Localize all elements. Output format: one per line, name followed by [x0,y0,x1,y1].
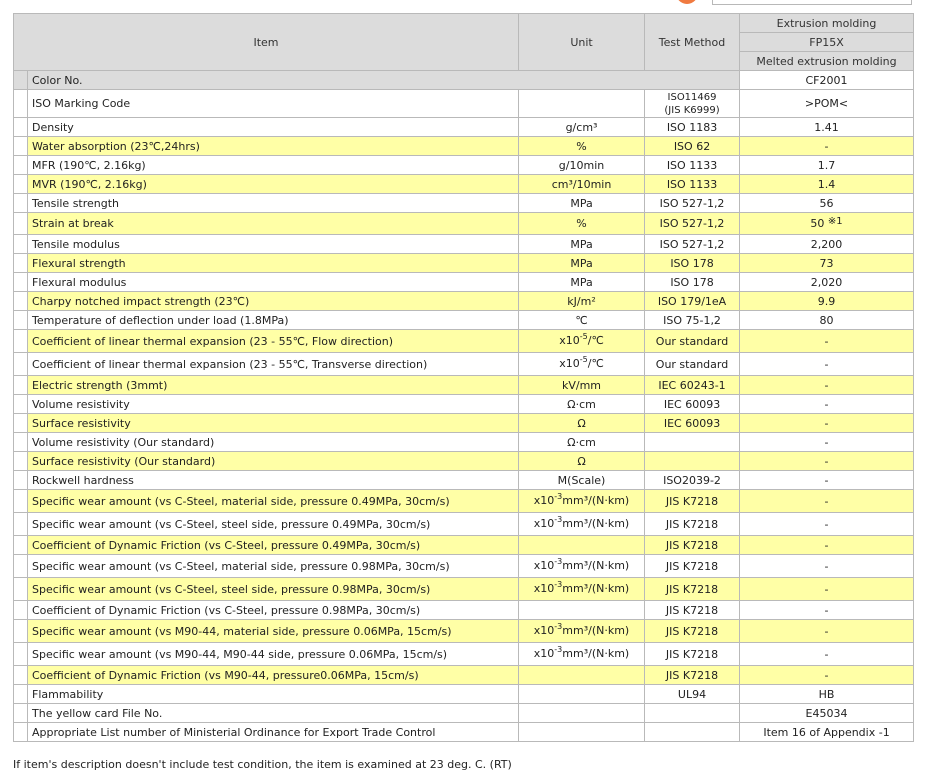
unit-exponent: -3 [554,622,563,631]
unit-suffix: /℃ [587,357,604,370]
row-marker [14,292,28,311]
item-cell: Strain at break [28,213,519,235]
unit-cell [519,685,645,704]
table-row [14,376,914,395]
item-cell: Flexural modulus [28,273,519,292]
item-cell: Volume resistivity [28,395,519,414]
method-cell: Our standard [645,330,740,353]
unit-cell: cm³/10min [519,175,645,194]
table-row [14,213,914,235]
row-marker [14,71,28,90]
table-row [14,685,914,704]
header-row-1 [14,14,914,33]
unit-cell: kJ/m² [519,292,645,311]
table-row [14,620,914,643]
value-cell: - [740,620,914,643]
value-cell: - [740,433,914,452]
table-row [14,704,914,723]
item-cell: Specific wear amount (vs M90-44, M90-44 side, pressure 0.06MPa, 15cm/s) [28,643,519,666]
row-marker [14,414,28,433]
color-value: CF2001 [740,71,914,90]
table-row [14,311,914,330]
row-marker [14,620,28,643]
row-marker [14,490,28,513]
unit-cell: Ω [519,452,645,471]
unit-cell: g/cm³ [519,118,645,137]
row-marker [14,353,28,376]
value-cell: E45034 [740,704,914,723]
table-row [14,433,914,452]
unit-suffix: mm³/(N·km) [562,517,630,530]
row-marker [14,601,28,620]
row-marker [14,723,28,742]
row-marker [14,376,28,395]
item-cell: MFR (190℃, 2.16kg) [28,156,519,175]
table-row [14,235,914,254]
unit-cell [519,643,645,666]
orange-button-icon[interactable] [676,0,698,4]
item-cell: Specific wear amount (vs M90-44, material side, pressure 0.06MPa, 15cm/s) [28,620,519,643]
method-cell: ISO 527-1,2 [645,235,740,254]
footnote-mark: ※1 [827,215,843,227]
value-cell: HB [740,685,914,704]
iso-method-line2: (JIS K6999) [664,104,720,116]
item-cell: Specific wear amount (vs C-Steel, steel side, pressure 0.49MPa, 30cm/s) [28,513,519,536]
table-row [14,156,914,175]
row-marker [14,213,28,235]
table-row [14,254,914,273]
unit-exponent: -3 [554,580,563,589]
unit-cell [519,536,645,555]
value-cell: - [740,376,914,395]
grade-header: FP15X [740,33,914,52]
row-marker [14,666,28,685]
unit-base: x10 [533,647,555,660]
method-cell: ISO 179/1eA [645,292,740,311]
color-label: Color No. [28,71,740,90]
row-marker [14,194,28,213]
item-cell: Coefficient of linear thermal expansion (23 - 55℃, Transverse direction) [28,353,519,376]
value-text: 50 [810,216,825,230]
method-cell: ISO 75-1,2 [645,311,740,330]
item-cell: Surface resistivity [28,414,519,433]
unit-cell [519,723,645,742]
row-marker [14,578,28,601]
method-cell: ISO 1133 [645,156,740,175]
row-marker [14,118,28,137]
value-cell: - [740,555,914,578]
unit-cell: M(Scale) [519,471,645,490]
iso-unit [519,90,645,118]
table-row [14,513,914,536]
value-cell: - [740,353,914,376]
value-cell: - [740,536,914,555]
value-cell: - [740,452,914,471]
table-row [14,471,914,490]
unit-exponent: -5 [579,355,588,364]
unit-cell: ℃ [519,311,645,330]
unit-cell [519,601,645,620]
row-marker [14,395,28,414]
row-marker [14,704,28,723]
unit-cell: Ω·cm [519,433,645,452]
row-marker [14,156,28,175]
unit-cell [519,555,645,578]
method-cell [645,723,740,742]
method-cell: ISO 527-1,2 [645,194,740,213]
item-cell: Volume resistivity (Our standard) [28,433,519,452]
unit-base: x10 [533,582,555,595]
value-cell: 1.41 [740,118,914,137]
table-row [14,723,914,742]
method-cell [645,452,740,471]
value-cell: - [740,601,914,620]
iso-marking-row [14,90,914,118]
unit-cell [519,666,645,685]
unit-cell: g/10min [519,156,645,175]
table-row [14,137,914,156]
iso-label: ISO Marking Code [28,90,519,118]
value-cell: 73 [740,254,914,273]
unit-cell: % [519,213,645,235]
unit-cell [519,490,645,513]
method-cell: JIS K7218 [645,578,740,601]
row-marker [14,513,28,536]
item-cell: Charpy notched impact strength (23℃) [28,292,519,311]
search-input[interactable] [712,0,912,5]
unit-base: x10 [559,357,580,370]
unit-cell: MPa [519,235,645,254]
unit-suffix: mm³/(N·km) [562,647,630,660]
method-cell: IEC 60243-1 [645,376,740,395]
top-bar-remnant [0,0,952,6]
spec-table [13,13,914,742]
iso-value: >POM< [740,90,914,118]
unit-exponent: -3 [554,515,563,524]
unit-base: x10 [533,517,555,530]
unit-cell: MPa [519,194,645,213]
item-cell: Rockwell hardness [28,471,519,490]
value-cell: - [740,666,914,685]
item-cell: Electric strength (3mmt) [28,376,519,395]
value-cell: - [740,643,914,666]
unit-suffix: /℃ [587,334,604,347]
iso-method [645,90,740,118]
footnote: If item's description doesn't include test condition, the item is examined at 23 deg. C. (RT) [13,758,512,771]
item-cell: Coefficient of Dynamic Friction (vs C-Steel, pressure 0.98MPa, 30cm/s) [28,601,519,620]
method-cell: ISO 178 [645,254,740,273]
item-cell: Flammability [28,685,519,704]
method-cell: JIS K7218 [645,536,740,555]
method-cell: ISO 1183 [645,118,740,137]
row-marker [14,311,28,330]
method-cell: JIS K7218 [645,555,740,578]
row-marker [14,273,28,292]
table-row [14,395,914,414]
method-cell: JIS K7218 [645,666,740,685]
item-cell: Surface resistivity (Our standard) [28,452,519,471]
table-row [14,273,914,292]
method-cell: ISO 1133 [645,175,740,194]
item-cell: The yellow card File No. [28,704,519,723]
row-marker [14,90,28,118]
item-cell: Tensile strength [28,194,519,213]
item-cell: Temperature of deflection under load (1.8MPa) [28,311,519,330]
method-cell: JIS K7218 [645,620,740,643]
unit-cell [519,513,645,536]
method-cell: IEC 60093 [645,414,740,433]
unit-cell: MPa [519,254,645,273]
unit-suffix: mm³/(N·km) [562,559,630,572]
table-row [14,601,914,620]
value-cell: - [740,137,914,156]
value-cell: - [740,471,914,490]
unit-suffix: mm³/(N·km) [562,494,630,507]
item-cell: Coefficient of Dynamic Friction (vs C-Steel, pressure 0.49MPa, 30cm/s) [28,536,519,555]
row-marker [14,175,28,194]
row-marker [14,536,28,555]
value-cell: - [740,578,914,601]
row-marker [14,137,28,156]
method-cell: ISO 527-1,2 [645,213,740,235]
table-row [14,578,914,601]
row-marker [14,643,28,666]
unit-cell [519,704,645,723]
unit-cell [519,620,645,643]
table-row [14,666,914,685]
value-cell: 80 [740,311,914,330]
unit-header: Unit [519,14,645,71]
value-cell: 2,200 [740,235,914,254]
unit-exponent: -3 [554,492,563,501]
table-row [14,414,914,433]
table-row [14,175,914,194]
item-cell: MVR (190℃, 2.16kg) [28,175,519,194]
row-marker [14,471,28,490]
table-row [14,643,914,666]
unit-cell [519,353,645,376]
item-cell: Coefficient of Dynamic Friction (vs M90-44, pressure0.06MPa, 15cm/s) [28,666,519,685]
item-cell: Appropriate List number of Ministerial Ordinance for Export Trade Control [28,723,519,742]
value-cell: 1.7 [740,156,914,175]
method-cell: UL94 [645,685,740,704]
value-cell: - [740,513,914,536]
value-cell: 9.9 [740,292,914,311]
unit-cell: Ω·cm [519,395,645,414]
color-row [14,71,914,90]
unit-exponent: -5 [579,332,588,341]
iso-method-line1: ISO11469 [667,91,717,103]
table-row [14,118,914,137]
table-row [14,536,914,555]
method-cell: JIS K7218 [645,643,740,666]
unit-cell [519,578,645,601]
row-marker [14,452,28,471]
unit-exponent: -3 [554,645,563,654]
unit-cell: MPa [519,273,645,292]
value-cell: - [740,414,914,433]
method-cell: JIS K7218 [645,513,740,536]
item-cell: Water absorption (23℃,24hrs) [28,137,519,156]
row-marker [14,330,28,353]
item-cell: Specific wear amount (vs C-Steel, steel side, pressure 0.98MPa, 30cm/s) [28,578,519,601]
value-cell [740,213,914,235]
table-row [14,490,914,513]
unit-suffix: mm³/(N·km) [562,582,630,595]
unit-cell [519,330,645,353]
unit-base: x10 [533,624,555,637]
row-marker [14,254,28,273]
item-cell: Coefficient of linear thermal expansion (23 - 55℃, Flow direction) [28,330,519,353]
item-cell: Specific wear amount (vs C-Steel, material side, pressure 0.98MPa, 30cm/s) [28,555,519,578]
item-cell: Tensile modulus [28,235,519,254]
unit-cell: Ω [519,414,645,433]
row-marker [14,555,28,578]
table-row [14,194,914,213]
method-cell: ISO 62 [645,137,740,156]
row-marker [14,235,28,254]
process-header: Melted extrusion molding [740,52,914,71]
method-cell: JIS K7218 [645,490,740,513]
method-cell: ISO 178 [645,273,740,292]
unit-suffix: mm³/(N·km) [562,624,630,637]
unit-cell: % [519,137,645,156]
value-cell: 2,020 [740,273,914,292]
item-header: Item [14,14,519,71]
method-cell: IEC 60093 [645,395,740,414]
unit-cell: kV/mm [519,376,645,395]
item-cell: Density [28,118,519,137]
method-cell: ISO2039-2 [645,471,740,490]
method-cell: JIS K7218 [645,601,740,620]
value-cell: 1.4 [740,175,914,194]
method-cell [645,433,740,452]
table-row [14,330,914,353]
unit-exponent: -3 [554,557,563,566]
row-marker [14,433,28,452]
item-cell: Flexural strength [28,254,519,273]
table-row [14,353,914,376]
method-cell: Our standard [645,353,740,376]
method-cell [645,704,740,723]
table-row [14,452,914,471]
table-row [14,555,914,578]
product-category-header: Extrusion molding [740,14,914,33]
row-marker [14,685,28,704]
value-cell: - [740,330,914,353]
value-cell: - [740,395,914,414]
method-header: Test Method [645,14,740,71]
item-cell: Specific wear amount (vs C-Steel, material side, pressure 0.49MPa, 30cm/s) [28,490,519,513]
value-cell: 56 [740,194,914,213]
unit-base: x10 [533,559,555,572]
value-cell: Item 16 of Appendix -1 [740,723,914,742]
value-cell: - [740,490,914,513]
unit-base: x10 [559,334,580,347]
table-row [14,292,914,311]
unit-base: x10 [533,494,555,507]
